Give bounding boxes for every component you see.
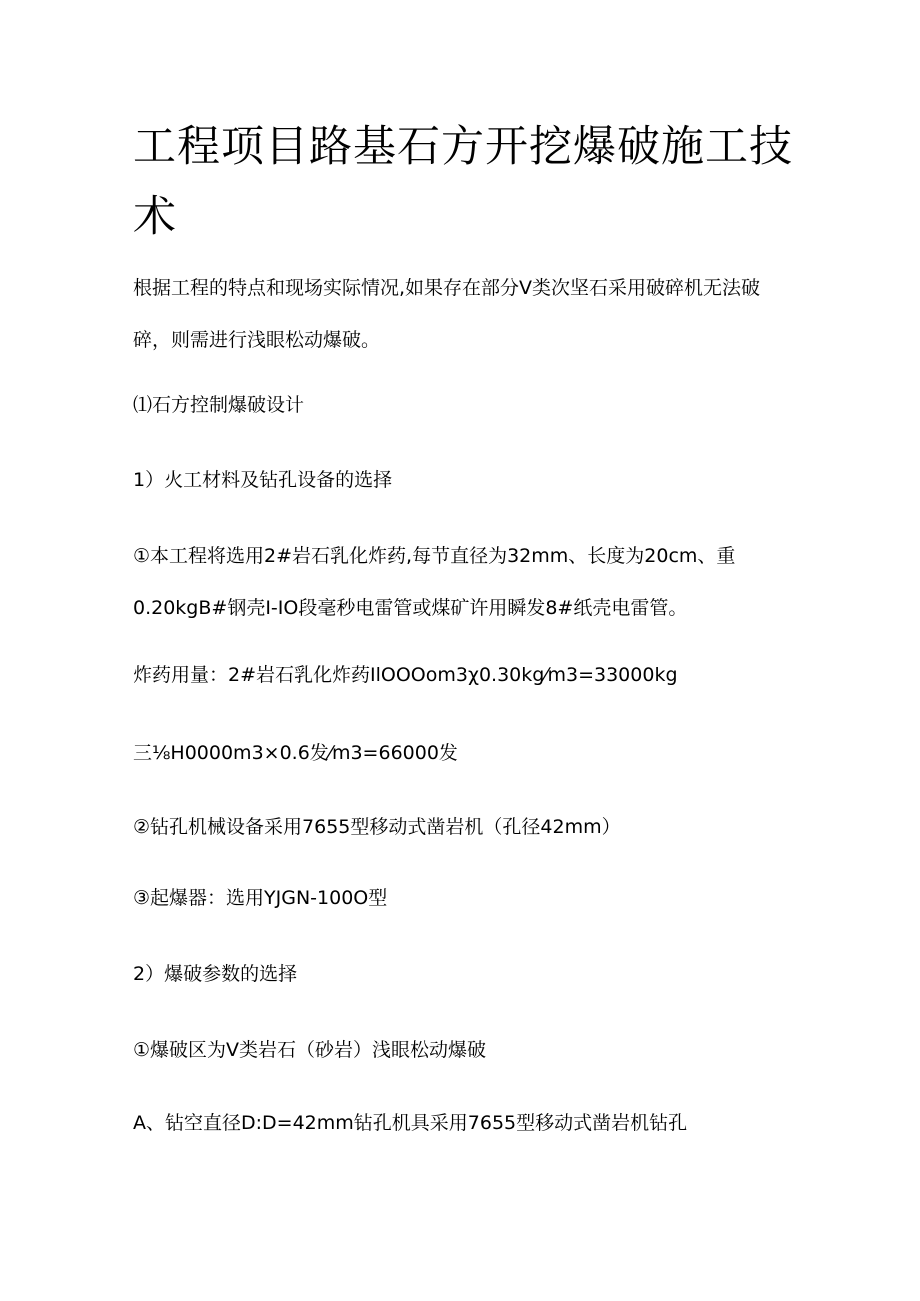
paragraph-drill-diameter: A、钻空直径D:D=42mm钻孔机具采用7655型移动式凿岩机钻孔 <box>133 1112 688 1134</box>
document-title: 工程项目路基石方开挖爆破施工技术 <box>133 122 793 242</box>
paragraph-blasting-zone: ①爆破区为Ⅴ类岩石（砂岩）浅眼松动爆破 <box>133 1039 487 1061</box>
paragraph-detonator-amount: 三⅛H0000m3×0.6发⁄m3=66000发 <box>133 742 458 764</box>
subsection-heading-materials: 1）火工材料及钻孔设备的选择 <box>133 469 393 491</box>
paragraph-explosive-amount: 炸药用量：2#岩石乳化炸药IlOOOom3χ0.30kg⁄m3=33000kg <box>133 664 678 686</box>
paragraph-explosive-selection: ①本工程将选用2#岩石乳化炸药,每节直径为32mm、长度为20cm、重0.20kgB#钢壳I-IO段毫秒电雷管或煤矿许用瞬发8#纸壳电雷管。 <box>133 545 736 619</box>
paragraph-drilling-equipment: ②钻孔机械设备采用7655型移动式凿岩机（孔径42mm） <box>133 816 621 838</box>
paragraph-intro: 根据工程的特点和现场实际情况,如果存在部分Ⅴ类次坚石采用破碎机无法破碎，则需进行浅眼松动爆破。 <box>133 277 761 351</box>
subsection-heading-parameters: 2）爆破参数的选择 <box>133 963 298 985</box>
paragraph-exploder: ③起爆器：选用YJGN-100O型 <box>133 887 388 909</box>
section-heading-blasting-design: ⑴石方控制爆破设计 <box>133 394 305 416</box>
